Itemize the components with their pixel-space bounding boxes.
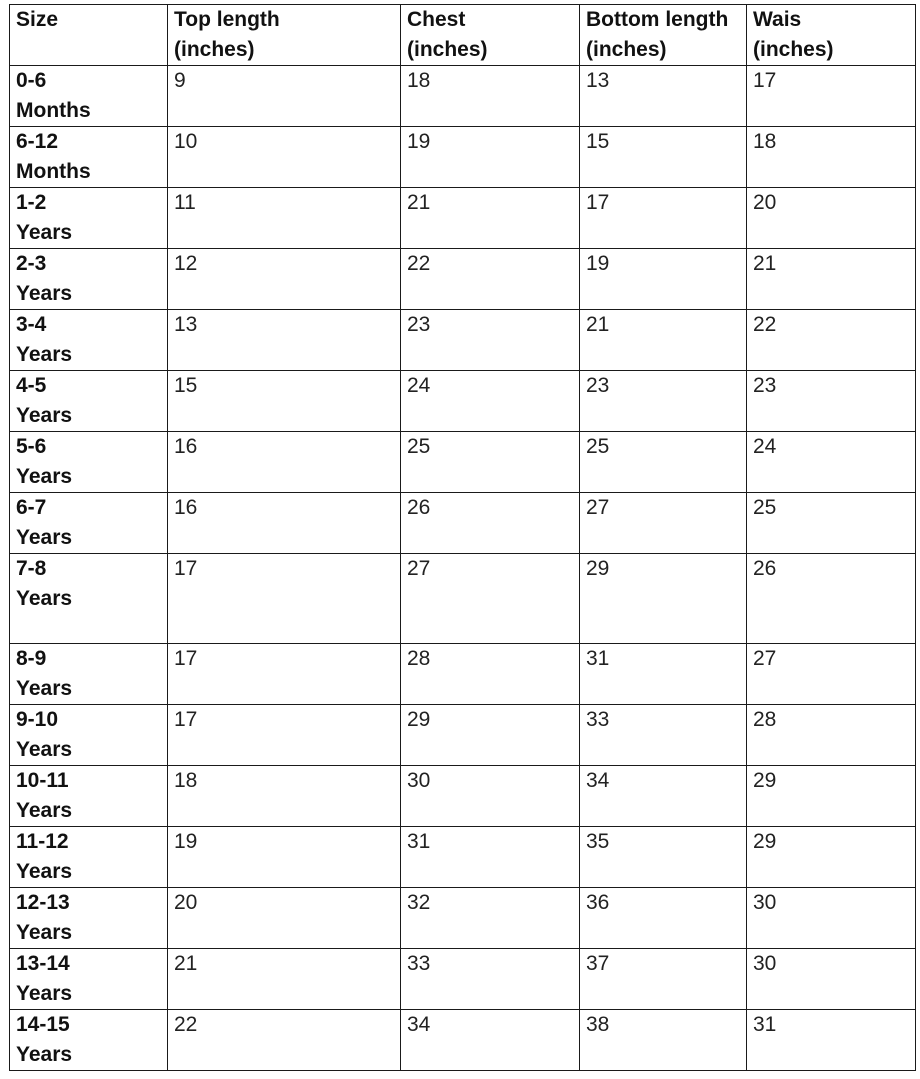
size-cell xyxy=(10,888,168,949)
header-waist-line1: Wais xyxy=(753,8,802,31)
size-range: 4-5 xyxy=(16,374,47,397)
chest-cell: 19 xyxy=(401,127,580,188)
top-length-cell: 12 xyxy=(168,249,401,310)
size-range: 6-12 xyxy=(16,130,59,153)
header-top-length xyxy=(168,5,401,66)
chest-cell: 22 xyxy=(401,249,580,310)
size-unit: Years xyxy=(16,465,73,488)
bottom-length-cell: 25 xyxy=(580,432,747,493)
size-range: 10-11 xyxy=(16,769,69,792)
header-chest xyxy=(401,5,580,66)
waist-cell: 29 xyxy=(747,766,916,827)
size-range: 13-14 xyxy=(16,952,70,975)
header-top-length-line1: Top length xyxy=(174,8,280,31)
size-range: 5-6 xyxy=(16,435,47,458)
size-unit: Years xyxy=(16,677,73,700)
size-cell xyxy=(10,1010,168,1071)
bottom-length-cell: 33 xyxy=(580,705,747,766)
header-bottom-length-line2: (inches) xyxy=(586,38,667,61)
bottom-length-cell: 31 xyxy=(580,644,747,705)
size-cell xyxy=(10,493,168,554)
size-range: 12-13 xyxy=(16,891,70,914)
size-unit: Years xyxy=(16,799,73,822)
bottom-length-cell: 29 xyxy=(580,554,747,644)
chest-cell: 23 xyxy=(401,310,580,371)
table-row xyxy=(10,127,916,188)
table-row xyxy=(10,949,916,1010)
header-bottom-length-line1: Bottom length xyxy=(586,8,729,31)
size-range: 3-4 xyxy=(16,313,47,336)
top-length-cell: 17 xyxy=(168,554,401,644)
chest-cell: 25 xyxy=(401,432,580,493)
chest-cell: 21 xyxy=(401,188,580,249)
chest-cell: 33 xyxy=(401,949,580,1010)
top-length-cell: 15 xyxy=(168,371,401,432)
bottom-length-cell: 37 xyxy=(580,949,747,1010)
waist-cell: 23 xyxy=(747,371,916,432)
chest-cell: 24 xyxy=(401,371,580,432)
top-length-cell: 22 xyxy=(168,1010,401,1071)
top-length-cell: 17 xyxy=(168,644,401,705)
bottom-length-cell: 19 xyxy=(580,249,747,310)
chest-cell: 28 xyxy=(401,644,580,705)
size-unit: Years xyxy=(16,404,73,427)
size-unit: Months xyxy=(16,160,91,183)
waist-cell: 24 xyxy=(747,432,916,493)
top-length-cell: 19 xyxy=(168,827,401,888)
table-row xyxy=(10,249,916,310)
chest-cell: 27 xyxy=(401,554,580,644)
waist-cell: 22 xyxy=(747,310,916,371)
size-unit: Years xyxy=(16,738,73,761)
size-cell xyxy=(10,949,168,1010)
table-row xyxy=(10,705,916,766)
size-unit: Years xyxy=(16,282,73,305)
size-unit: Months xyxy=(16,99,91,122)
size-range: 7-8 xyxy=(16,557,47,580)
table-row xyxy=(10,493,916,554)
size-cell xyxy=(10,188,168,249)
bottom-length-cell: 17 xyxy=(580,188,747,249)
header-row xyxy=(10,5,916,66)
top-length-cell: 11 xyxy=(168,188,401,249)
table-body xyxy=(10,66,916,1071)
header-chest-line1: Chest xyxy=(407,8,466,31)
size-unit: Years xyxy=(16,587,73,610)
top-length-cell: 18 xyxy=(168,766,401,827)
table-row xyxy=(10,66,916,127)
chest-cell: 34 xyxy=(401,1010,580,1071)
top-length-cell: 10 xyxy=(168,127,401,188)
size-range: 1-2 xyxy=(16,191,47,214)
table-header xyxy=(10,5,916,66)
size-unit: Years xyxy=(16,221,73,244)
header-chest-line2: (inches) xyxy=(407,38,488,61)
size-cell xyxy=(10,371,168,432)
size-cell xyxy=(10,127,168,188)
waist-cell: 17 xyxy=(747,66,916,127)
bottom-length-cell: 23 xyxy=(580,371,747,432)
bottom-length-cell: 35 xyxy=(580,827,747,888)
size-cell xyxy=(10,766,168,827)
table-row xyxy=(10,644,916,705)
table-row xyxy=(10,888,916,949)
bottom-length-cell: 15 xyxy=(580,127,747,188)
waist-cell: 30 xyxy=(747,888,916,949)
size-cell xyxy=(10,432,168,493)
size-unit: Years xyxy=(16,526,73,549)
waist-cell: 20 xyxy=(747,188,916,249)
size-unit: Years xyxy=(16,343,73,366)
table-row xyxy=(10,1010,916,1071)
waist-cell: 28 xyxy=(747,705,916,766)
size-chart-table xyxy=(9,4,916,1071)
header-size-line1: Size xyxy=(16,8,59,31)
top-length-cell: 13 xyxy=(168,310,401,371)
waist-cell: 18 xyxy=(747,127,916,188)
size-range: 9-10 xyxy=(16,708,59,731)
bottom-length-cell: 34 xyxy=(580,766,747,827)
bottom-length-cell: 27 xyxy=(580,493,747,554)
waist-cell: 25 xyxy=(747,493,916,554)
waist-cell: 27 xyxy=(747,644,916,705)
size-range: 14-15 xyxy=(16,1013,70,1036)
header-bottom-length xyxy=(580,5,747,66)
waist-cell: 29 xyxy=(747,827,916,888)
bottom-length-cell: 13 xyxy=(580,66,747,127)
size-unit: Years xyxy=(16,1043,73,1066)
bottom-length-cell: 36 xyxy=(580,888,747,949)
chest-cell: 30 xyxy=(401,766,580,827)
table-row xyxy=(10,554,916,644)
chest-cell: 29 xyxy=(401,705,580,766)
top-length-cell: 21 xyxy=(168,949,401,1010)
waist-cell: 31 xyxy=(747,1010,916,1071)
top-length-cell: 20 xyxy=(168,888,401,949)
chest-cell: 26 xyxy=(401,493,580,554)
chest-cell: 18 xyxy=(401,66,580,127)
top-length-cell: 9 xyxy=(168,66,401,127)
size-unit: Years xyxy=(16,982,73,1005)
size-cell xyxy=(10,66,168,127)
size-cell xyxy=(10,705,168,766)
top-length-cell: 16 xyxy=(168,432,401,493)
table-row xyxy=(10,827,916,888)
header-top-length-line2: (inches) xyxy=(174,38,255,61)
waist-cell: 21 xyxy=(747,249,916,310)
size-range: 11-12 xyxy=(16,830,69,853)
size-cell xyxy=(10,310,168,371)
bottom-length-cell: 21 xyxy=(580,310,747,371)
table-row xyxy=(10,310,916,371)
size-range: 2-3 xyxy=(16,252,47,275)
size-range: 0-6 xyxy=(16,69,47,92)
size-cell xyxy=(10,644,168,705)
chest-cell: 31 xyxy=(401,827,580,888)
table-row xyxy=(10,432,916,493)
size-unit: Years xyxy=(16,860,73,883)
size-unit: Years xyxy=(16,921,73,944)
table-row xyxy=(10,188,916,249)
header-waist-line2: (inches) xyxy=(753,38,834,61)
top-length-cell: 16 xyxy=(168,493,401,554)
bottom-length-cell: 38 xyxy=(580,1010,747,1071)
waist-cell: 30 xyxy=(747,949,916,1010)
size-cell xyxy=(10,827,168,888)
top-length-cell: 17 xyxy=(168,705,401,766)
size-cell xyxy=(10,554,168,644)
header-waist xyxy=(747,5,916,66)
table-row xyxy=(10,766,916,827)
waist-cell: 26 xyxy=(747,554,916,644)
size-cell xyxy=(10,249,168,310)
table-row xyxy=(10,371,916,432)
size-range: 6-7 xyxy=(16,496,47,519)
chest-cell: 32 xyxy=(401,888,580,949)
header-size xyxy=(10,5,168,66)
size-range: 8-9 xyxy=(16,647,47,670)
